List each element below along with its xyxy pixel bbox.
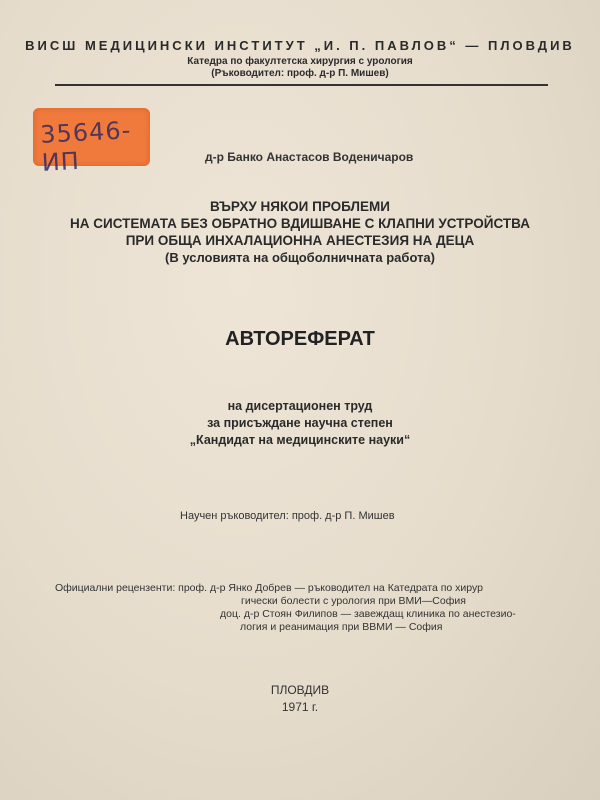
purpose-line-1: на дисертационен труд bbox=[227, 399, 373, 413]
department-head: (Ръководител: проф. д-р П. Мишев) bbox=[211, 68, 389, 79]
reviewers-line-1: Официални рецензенти: проф. д-р Янко Добрев — ръководител на Катедрата по хирур bbox=[55, 582, 483, 594]
title-line-3: ПРИ ОБЩА ИНХАЛАЦИОННА АНЕСТЕЗИЯ НА ДЕЦА bbox=[125, 233, 475, 248]
author-name: д-р Банко Анастасов Воденичаров bbox=[205, 150, 414, 164]
purpose-line-2: за присъждане научна степен bbox=[207, 416, 393, 430]
imprint-city: ПЛОВДИВ bbox=[270, 683, 330, 697]
title-line-1: ВЪРХУ НЯКОИ ПРОБЛЕМИ bbox=[210, 199, 390, 214]
reviewers-line-2: гически болести с урология при ВМИ—София bbox=[241, 595, 466, 607]
purpose-line-3: „Кандидат на медицинските науки“ bbox=[189, 433, 411, 447]
imprint-year: 1971 г. bbox=[281, 700, 319, 714]
reviewers-line-3: доц. д-р Стоян Филипов — завеждащ клиника по анестезио- bbox=[220, 608, 516, 620]
stamp-number: 35646-ИП bbox=[39, 116, 132, 177]
document-title bbox=[0, 198, 600, 266]
header bbox=[0, 38, 600, 79]
scientific-supervisor: Научен ръководител: проф. д-р П. Мишев bbox=[180, 510, 395, 522]
document-type-heading: АВТОРЕФЕРАТ bbox=[225, 328, 375, 350]
title-line-4: (В условията на общоболничната работа) bbox=[164, 250, 435, 265]
institute-name: ВИСШ МЕДИЦИНСКИ ИНСТИТУТ „И. П. ПАВЛОВ“ — ПЛОВДИВ bbox=[25, 38, 575, 53]
imprint bbox=[0, 683, 600, 714]
header-rule bbox=[55, 84, 548, 86]
library-stamp bbox=[33, 108, 150, 177]
reviewers-line-4: логия и реанимация при ВВМИ — София bbox=[240, 621, 443, 633]
purpose-block bbox=[0, 398, 600, 449]
department-name: Катедра по факултетска хирургия с урология bbox=[187, 56, 413, 67]
title-line-2: НА СИСТЕМАТА БЕЗ ОБРАТНО ВДИШВАНЕ С КЛАПНИ УСТРОЙСТВА bbox=[70, 216, 530, 231]
